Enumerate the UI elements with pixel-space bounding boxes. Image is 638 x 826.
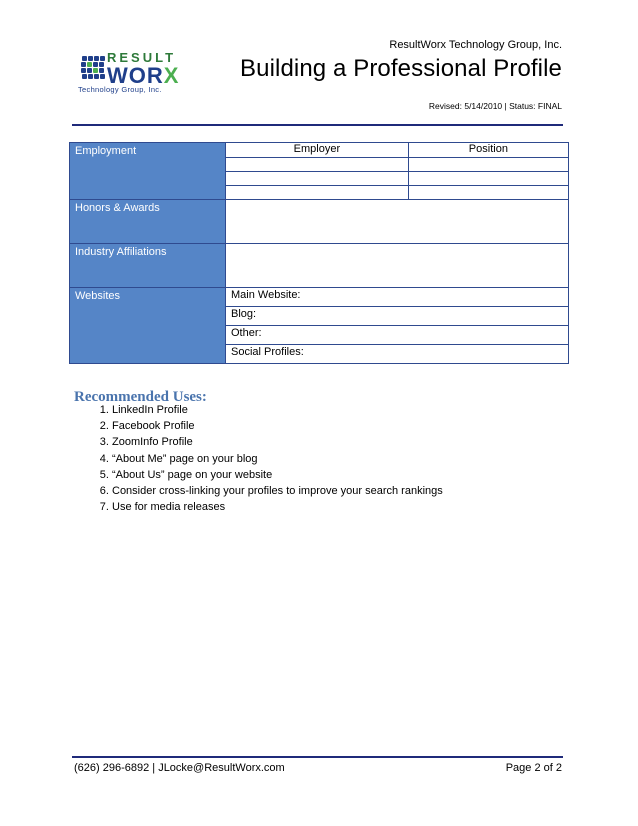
employer-header: Employer [226,143,409,158]
company-name: ResultWorx Technology Group, Inc. [389,39,562,51]
header-divider [72,124,563,126]
affiliations-cell[interactable] [226,244,569,288]
employer-cell[interactable] [226,186,409,200]
footer-contact: (626) 296-6892 | JLocke@ResultWorx.com [74,762,285,774]
logo-text-result: RESULT [107,50,177,65]
employment-label: Employment [70,143,226,200]
list-item: 2. Facebook Profile [112,418,443,434]
list-item: 6. Consider cross-linking your profiles to improve your search rankings [112,483,443,499]
list-item: 5. “About Us” page on your website [112,467,443,483]
page-title: Building a Professional Profile [240,55,562,82]
honors-cell[interactable] [226,200,569,244]
position-header: Position [408,143,568,158]
page-number: Page 2 of 2 [505,762,562,774]
logo-tagline: Technology Group, Inc. [78,85,162,94]
revision-status: Revised: 5/14/2010 | Status: FINAL [428,101,562,111]
position-cell[interactable] [408,172,568,186]
footer-divider [72,756,563,758]
profile-form-table [69,142,569,364]
position-cell[interactable] [408,186,568,200]
logo-text-worx: WORX [107,63,180,88]
website-row-social[interactable]: Social Profiles: [226,345,569,364]
website-row-blog[interactable]: Blog: [226,307,569,326]
employer-cell[interactable] [226,158,409,172]
list-item: 7. Use for media releases [112,499,443,515]
website-row-other[interactable]: Other: [226,326,569,345]
list-item: 3. ZoomInfo Profile [112,434,443,450]
affiliations-label: Industry Affiliations [70,244,226,288]
list-item: 1. LinkedIn Profile [112,402,443,418]
honors-label: Honors & Awards [70,200,226,244]
recommended-uses-list [74,402,443,515]
websites-label: Websites [70,288,226,364]
employer-cell[interactable] [226,172,409,186]
position-cell[interactable] [408,158,568,172]
company-logo-mark [80,55,108,83]
list-item: 4. “About Me” page on your blog [112,451,443,467]
recommended-uses-heading: Recommended Uses: [74,389,207,405]
website-row-main[interactable]: Main Website: [226,288,569,307]
